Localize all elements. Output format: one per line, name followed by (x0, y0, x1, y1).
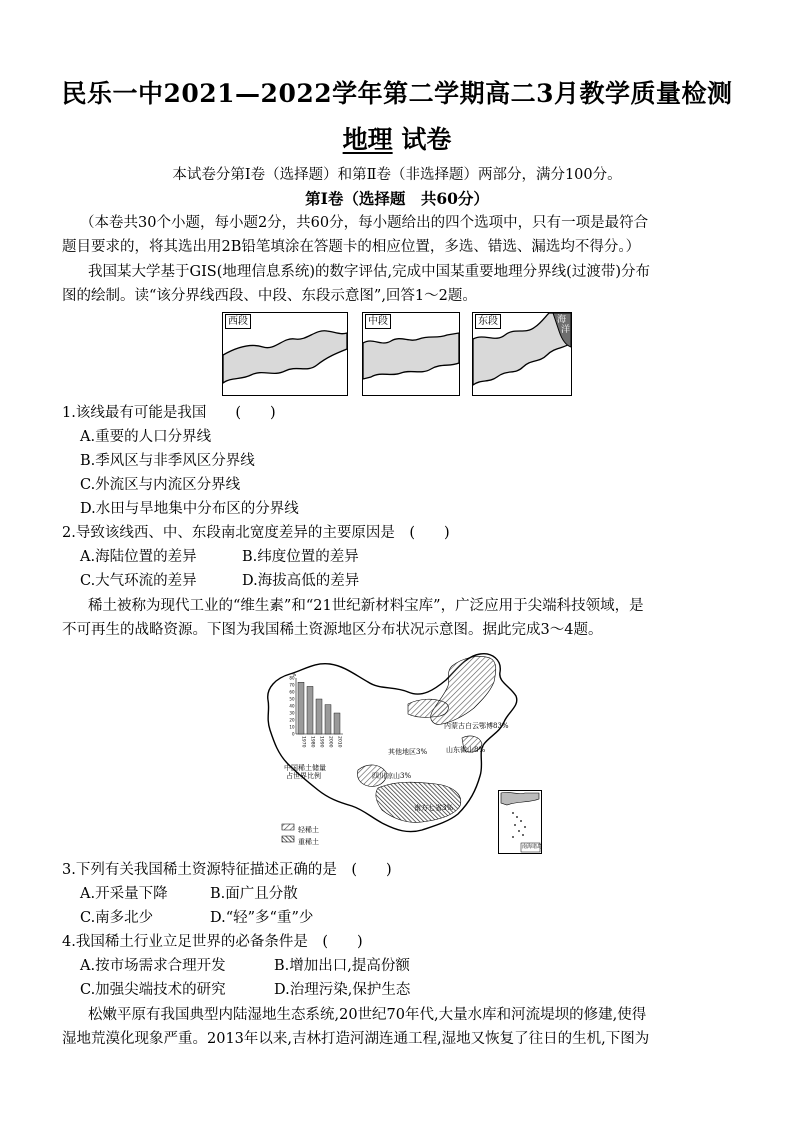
y-tick-label: 0 (291, 731, 295, 737)
q4-option-c[interactable]: C.加强尖端技术的研究 (80, 982, 226, 998)
passage1-line-1: 我国某大学基于GIS(地理信息系统)的数字评估,完成中国某重要地理分界线(过渡带)分布 (88, 264, 650, 280)
q1-stem: 1.该线最有可能是我国 ( ) (62, 405, 276, 421)
label-west: 西段 (225, 314, 251, 329)
q3-option-b[interactable]: B.面广且分散 (210, 886, 298, 902)
rare-earth-map (258, 652, 536, 850)
region-shandong: 山东微山8% (446, 746, 486, 754)
q1-option-c[interactable]: C.外流区与内流区分界线 (80, 477, 241, 493)
q2-stem: 2.导致该线西、中、东段南北宽度差异的主要原因是 ( ) (62, 525, 450, 541)
inset-label: 南海诸岛 (522, 844, 543, 850)
x-tick-label: 2000 (327, 736, 333, 748)
y-tick-label: 20 (289, 717, 295, 723)
passage3-line-2: 湿地荒漠化现象严重。2013年以来,吉林打造河湖连通工程,湿地又恢复了往日的生机,下图为 (62, 1031, 650, 1047)
paper-summary: 本试卷分第Ⅰ卷（选择题）和第Ⅱ卷（非选择题）两部分，满分100分。 (172, 167, 622, 183)
exam-subtitle (0, 120, 794, 156)
q3-option-c[interactable]: C.南多北少 (80, 910, 154, 926)
q2-option-b[interactable]: B.纬度位置的差异 (242, 549, 359, 565)
instructions-line-1: （本卷共30个小题，每小题2分，共60分，每小题给出的四个选项中，只有一项是最符合 (80, 215, 649, 231)
q2-option-d[interactable]: D.海拔高低的差异 (242, 573, 360, 589)
sea-label-1: 海 (557, 315, 567, 325)
exam-title: 民乐一中2021—2022学年第二学期高二3月教学质量检测 (61, 79, 733, 108)
q4-option-a[interactable]: A.按市场需求合理开发 (80, 958, 226, 974)
bar-1980 (307, 686, 313, 734)
chart-caption-2: 占世界比例 (286, 772, 321, 780)
sea-label-2: 洋 (561, 325, 571, 335)
bar-2000 (325, 705, 331, 734)
legend-heavy: 重稀土 (298, 838, 319, 846)
q3-stem: 3.下列有关我国稀土资源特征描述正确的是 ( ) (62, 862, 392, 878)
subject-name: 地理 (342, 125, 393, 154)
passage2-line-1: 稀土被称为现代工业的“维生素”和“21世纪新材料宝库”，广泛应用于尖端科技领域，是 (88, 598, 644, 614)
region-south: 南方七省3% (414, 804, 454, 812)
paper-label: 试卷 (401, 125, 452, 154)
map-east-segment (472, 312, 572, 396)
chart-caption-1: 中国稀土储量 (284, 764, 326, 772)
x-tick-label: 1970 (300, 736, 306, 748)
q4-option-b[interactable]: B.增加出口,提高份额 (274, 958, 410, 974)
q2-option-a[interactable]: A.海陆位置的差异 (80, 549, 197, 565)
passage1-line-2: 图的绘制。读“该分界线西段、中段、东段示意图”,回答1～2题。 (62, 288, 477, 304)
y-tick-label: 80 (289, 675, 295, 681)
y-unit-label: % (292, 673, 297, 678)
instructions-line-2: 题目要求的，将其选出用2B铅笔填涂在答题卡的相应位置，多选、错选、漏选均不得分。） (62, 239, 641, 255)
x-tick-label: 1990 (318, 736, 324, 748)
x-tick-label: 1980 (309, 736, 315, 748)
y-tick-label: 60 (289, 689, 295, 695)
label-east: 东段 (475, 314, 501, 329)
section-title: 第Ⅰ卷（选择题 共60分） (305, 189, 489, 208)
legend-light: 轻稀土 (298, 826, 319, 834)
y-tick-label: 10 (289, 724, 295, 730)
passage2-line-2: 不可再生的战略资源。下图为我国稀土资源地区分布状况示意图。据此完成3～4题。 (62, 622, 603, 638)
label-middle: 中段 (365, 314, 391, 329)
q1-option-a[interactable]: A.重要的人口分界线 (80, 429, 212, 445)
y-tick-label: 50 (289, 696, 295, 702)
bar-1990 (316, 699, 322, 734)
region-inner-mongolia: 内蒙古白云鄂博83% (444, 722, 509, 730)
x-tick-label: 2010 (336, 736, 342, 748)
map-west-segment (222, 312, 348, 396)
y-tick-label: 30 (289, 710, 295, 716)
region-other: 其他地区3% (388, 748, 428, 756)
y-tick-label: 70 (289, 682, 295, 688)
south-china-sea-inset (498, 790, 542, 854)
q4-option-d[interactable]: D.治理污染,保护生态 (274, 982, 411, 998)
q2-option-c[interactable]: C.大气环流的差异 (80, 573, 197, 589)
q3-option-a[interactable]: A.开采量下降 (80, 886, 168, 902)
q1-option-b[interactable]: B.季风区与非季风区分界线 (80, 453, 255, 469)
q1-option-d[interactable]: D.水田与旱地集中分布区的分界线 (80, 501, 299, 517)
passage3-line-1: 松嫩平原有我国典型内陆湿地生态系统,20世纪70年代,大量水库和河流堤坝的修建,使得 (88, 1007, 647, 1023)
region-sichuan: 四川凉山3% (372, 772, 412, 780)
q3-option-d[interactable]: D.“轻”多“重”少 (210, 910, 314, 926)
map-middle-segment (362, 312, 460, 396)
y-tick-label: 40 (289, 703, 295, 709)
q4-stem: 4.我国稀土行业立足世界的必备条件是 ( ) (62, 934, 363, 950)
bar-2010 (334, 713, 340, 734)
bar-1970 (298, 682, 304, 734)
